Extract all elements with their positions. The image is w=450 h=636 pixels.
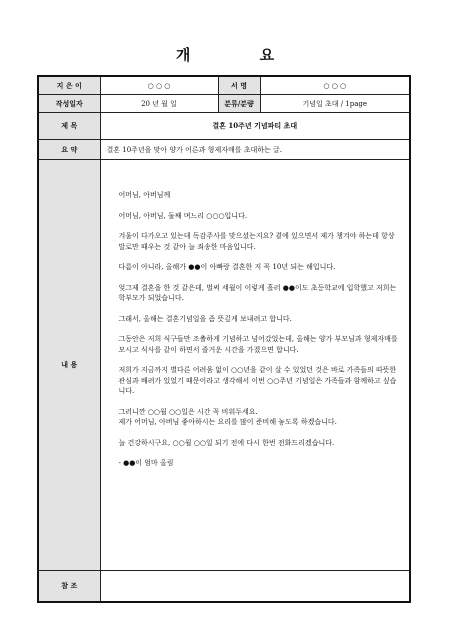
signature-value: ○ ○ ○ [260, 76, 410, 95]
date-label: 작성일자 [38, 95, 100, 113]
subject-value: 결혼 10주년 기념파티 초대 [100, 113, 410, 140]
category-value: 기념일 초대 / 1page [260, 95, 410, 113]
page-title: 개 요 [175, 46, 307, 64]
letter-signoff: - ●●이 엄마 올림 [118, 459, 174, 467]
letter-body [100, 160, 410, 571]
letter-paragraph: 늘 건강하시구요, ○○월 ○○일 되기 전에 다시 한번 전화드리겠습니다. [118, 438, 335, 447]
summary-label: 요 약 [38, 140, 100, 160]
reference-value [100, 571, 410, 603]
letter-paragraph: 그동안은 저희 식구들만 조촐하게 기념하고 넘어갔었는데, 올해는 양가 부모님과 형제자매를 모시고 식사를 같이 하면서 즐거운 시간을 가졌으면 합니다. [118, 335, 398, 354]
overview-table [37, 75, 411, 603]
letter-paragraph: 겨울이 다가오고 있는데 독감주사를 맞으셨는지요? 곁에 있으면서 제가 챙겨야 하는데 항상 말로만 때우는 것 같아 늘 죄송한 마음입니다. [118, 232, 395, 251]
letter-paragraph: 어머님, 아버님께 [118, 191, 171, 199]
letter-paragraph: 엊그제 결혼을 한 것 같은데, 벌써 세월이 이렇게 흘러 ●●이도 초등학교에 입학했고 저희는 학부모가 되었습니다. [118, 283, 397, 302]
author-label: 지 은 이 [38, 76, 100, 95]
author-value: ○ ○ ○ [100, 76, 218, 95]
letter-paragraph: 제가 어머님, 아버님 좋아하시는 요리를 많이 준비해 놓도록 하겠습니다. [118, 418, 337, 426]
signature-label: 서 명 [218, 76, 260, 95]
letter-paragraph: 다름이 아니라, 올해가 ●●이 아빠랑 결혼한 지 꼭 10년 되는 해입니다. [118, 263, 336, 271]
date-value: 20 년 월 일 [100, 95, 218, 113]
letter-paragraph: 저희가 지금까지 별다른 어려움 없이 ○○년을 같이 살 수 있었던 것은 바로 가족들의 따뜻한 관심과 배려가 있었기 때문이라고 생각해서 이번 ○○주년 기념일은 가족들과 함께하고 싶습니다. [118, 366, 397, 395]
summary-value: 결혼 10주년을 맞아 양가 어른과 형제자매를 초대하는 글. [100, 140, 410, 160]
letter-paragraph: 그러니깐 ○○월 ○○일은 시간 꼭 비워두세요. [118, 407, 258, 416]
letter-paragraph: 어머님, 아버님, 둘째 며느리 ○○○입니다. [118, 211, 248, 220]
subject-label: 제 목 [38, 113, 100, 140]
category-label: 분류/분량 [218, 95, 260, 113]
reference-label: 참 조 [38, 571, 100, 603]
letter-paragraph: 그래서, 올해는 결혼기념일을 좀 뜻깊게 보내려고 합니다. [118, 314, 292, 323]
content-label: 내 용 [38, 160, 100, 571]
